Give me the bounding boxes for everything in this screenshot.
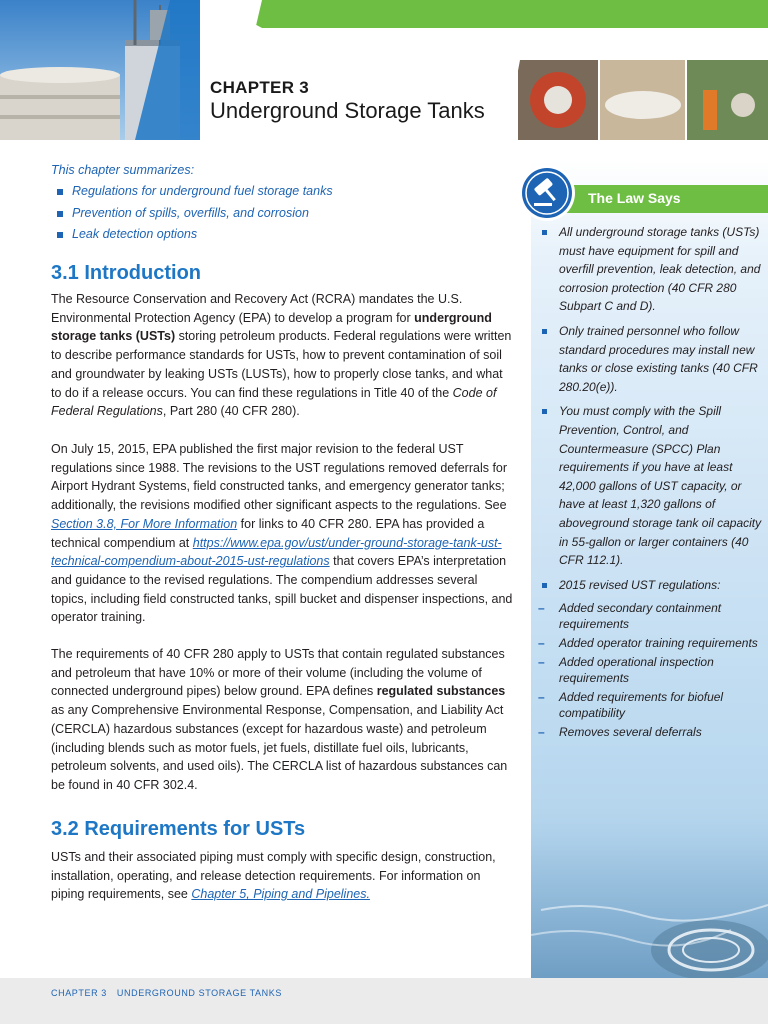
- text-run: storing petroleum products. Federal regulations were written to describe performance standards for USTs, how to prevent contamination of soil and groundwater by leaking USTs (LUSTs), how to properly close tanks, and what to do if a release occurs. You can find these regulations in Title 40 of the: [51, 329, 512, 400]
- law-subitem: – Removes several deferrals: [538, 724, 763, 740]
- text-run: , Part 280 (40 CFR 280).: [162, 404, 300, 419]
- text-run: The requirements of 40 CFR 280 apply to USTs that contain regulated substances and petroleum that have 10% or more of their volume (including the volume of connected underground pipes) below ground. EPA defines: [51, 647, 505, 699]
- footer: [51, 988, 292, 998]
- summary-list: [51, 181, 511, 246]
- text-run: as any Comprehensive Environmental Response, Compensation, and Liability Act (CERCLA) hazardous substances (except for hazardous waste) and petroleum (including blends such as motor fuels, jet fuels, distillate fuel oils, lubricants, petroleum solvents, and used oils). The CERCLA list of hazardous substances can be found in 40 CFR 302.4.: [51, 703, 508, 792]
- footer-title: UNDERGROUND STORAGE TANKS: [116, 988, 282, 998]
- bold-term-regulated-substances: regulated substances: [376, 684, 506, 699]
- intro-paragraph-1: [51, 290, 513, 421]
- cfr-title: Code of Federal Regulations: [51, 385, 497, 419]
- law-says-list: [538, 223, 763, 743]
- header-banner: [0, 0, 768, 140]
- footer-chapter: CHAPTER 3: [51, 988, 107, 998]
- chapter-5-link[interactable]: Chapter 5, Piping and Pipelines.: [191, 887, 370, 902]
- text-run: On July 15, 2015, EPA published the first major revision to the federal UST regulations since 1988. The revisions to the UST regulations removed deferrals for Airport Hydrant Systems, field constructed tanks, and emergency generator tanks; additionally, the revisions modified other significant aspects to the regulations. See: [51, 442, 508, 513]
- text-run: that covers EPA’s interpretation and guidance to the revised regulations. The compendium addresses several topics, including field constructed tanks, spill bucket and dispenser inspections, and operator training.: [51, 554, 513, 625]
- law-says-title: The Law Says: [588, 190, 681, 206]
- summary-item: Leak detection options: [51, 224, 511, 246]
- law-subitem: – Added requirements for biofuel compatibility: [538, 689, 763, 721]
- law-subitem: – Added secondary containment requirements: [538, 600, 763, 632]
- text-run: USTs and their associated piping must comply with specific design, construction, installation, operating, and release detection requirements. For information on piping requirements, see: [51, 850, 496, 902]
- law-item: All underground storage tanks (USTs) must have equipment for spill and overfill prevention, leak detection, and corrosion protection (40 CFR 280 Subpart C and D).: [538, 223, 763, 316]
- section-3-8-link[interactable]: Section 3.8, For More Information: [51, 516, 238, 531]
- text-run: for links to 40 CFR 280. EPA has provided a technical compendium at: [51, 516, 485, 550]
- law-item: 2015 revised UST regulations:: [538, 576, 763, 595]
- summary-lead: This chapter summarizes:: [51, 163, 195, 177]
- chapter-summary: [51, 163, 511, 246]
- section-heading-requirements: 3.2 Requirements for USTs: [51, 818, 306, 840]
- summary-item: Prevention of spills, overfills, and corrosion: [51, 203, 511, 225]
- law-subitem: – Added operator training requirements: [538, 635, 763, 651]
- law-item: You must comply with the Spill Prevention, Control, and Countermeasure (SPCC) Plan requirements if you have at least 42,000 gallons of UST capacity, or have at least 1,320 gallons of aboveground storage tank oil capacity in 55-gallon or larger containers (40 CFR 112.1).: [538, 402, 763, 569]
- epa-compendium-link[interactable]: https://www.epa.gov/ust/under-ground-storage-tank-ust-technical-compendium-about-2015-ust-regulations: [51, 535, 502, 569]
- storm-drain-water-photo: [531, 790, 768, 978]
- gavel-icon: [518, 164, 576, 222]
- law-subitem: – Added operational inspection requirements: [538, 654, 763, 686]
- requirements-paragraph: [51, 848, 513, 904]
- law-item: Only trained personnel who follow standard procedures may install new tanks or close existing tanks (40 CFR 280.20(e)).: [538, 322, 763, 396]
- summary-item: Regulations for underground fuel storage tanks: [51, 181, 511, 203]
- chapter-label: CHAPTER 3: [210, 78, 310, 97]
- chapter-title: Underground Storage Tanks: [210, 98, 485, 123]
- text-run: The Resource Conservation and Recovery Act (RCRA) mandates the U.S. Environmental Protection Agency (EPA) to develop a program for: [51, 292, 463, 325]
- section-heading-introduction: 3.1 Introduction: [51, 262, 201, 284]
- bold-term-usts: underground storage tanks (USTs): [51, 310, 492, 344]
- intro-paragraph-3: [51, 645, 513, 795]
- footer-bar: [0, 978, 768, 1024]
- intro-paragraph-2: [51, 440, 513, 627]
